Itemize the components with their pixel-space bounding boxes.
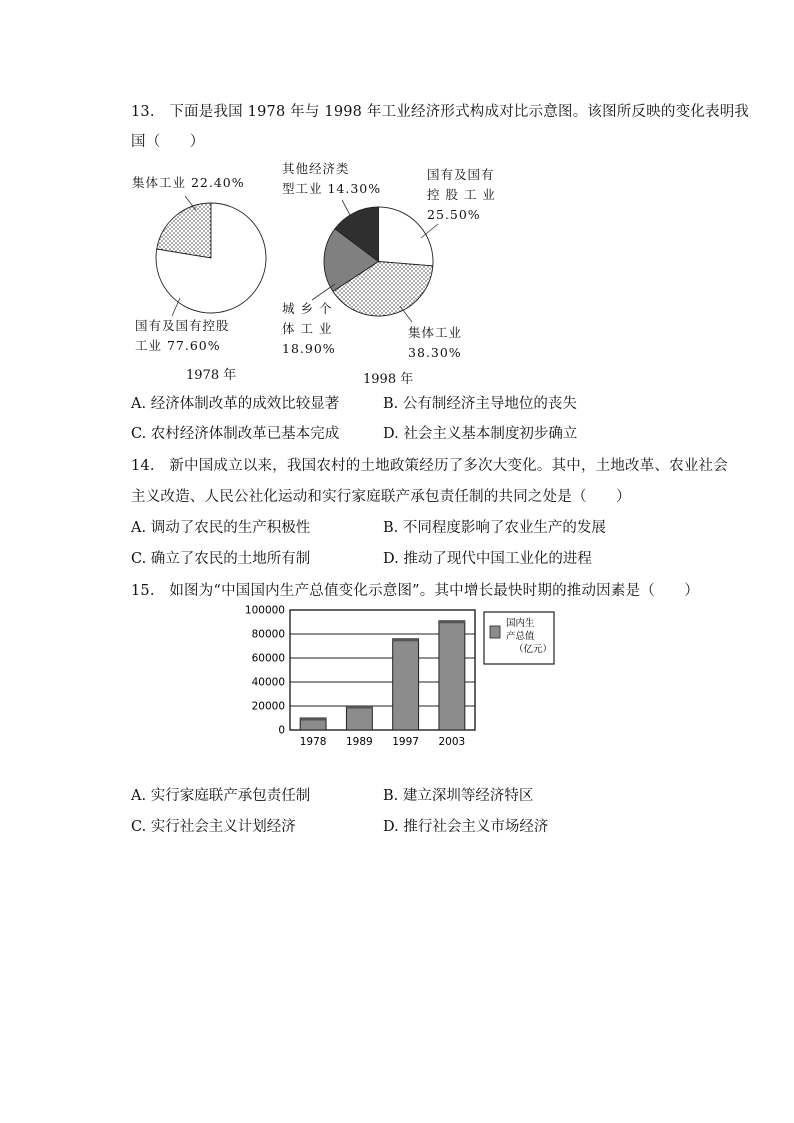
q13-option-c[interactable]: C. 农村经济体制改革已基本完成 xyxy=(131,426,340,442)
q14-option-a[interactable]: A. 调动了农民的生产积极性 xyxy=(131,520,311,536)
bar-xtick-label: 1997 xyxy=(392,736,419,748)
pie1998-label-collective-line2: 38.30% xyxy=(408,345,462,360)
q15-option-d[interactable]: D. 推行社会主义市场经济 xyxy=(383,819,549,835)
bar-top-1978 xyxy=(300,718,326,721)
bar-xtick-label: 1978 xyxy=(299,736,327,748)
q13-stem-line2: 国（ ） xyxy=(131,134,205,150)
bar-ytick-label: 60000 xyxy=(251,652,285,665)
bar-legend-text: 国内生 xyxy=(506,618,535,629)
q14-option-d[interactable]: D. 推动了现代中国工业化的进程 xyxy=(383,551,592,567)
pie1978-label-state-line1: 国有及国有控股 xyxy=(135,318,230,333)
q15-option-c[interactable]: C. 实行社会主义计划经济 xyxy=(131,819,296,835)
bar-1989 xyxy=(346,706,372,730)
gdp-bar-chart xyxy=(238,604,558,754)
bar-ytick-label: 0 xyxy=(278,724,285,737)
bar-ytick-label: 40000 xyxy=(251,676,285,689)
q14-stem-line1: 14. 新中国成立以来，我国农村的土地政策经历了多次大变化。其中，土地改革、农业社会 xyxy=(131,458,728,474)
pie1978-year: 1978 年 xyxy=(186,368,237,383)
pie1998-label-state-line1: 国有及国有 xyxy=(427,167,495,182)
bar-top-2003 xyxy=(439,621,465,624)
bar-ytick-label: 100000 xyxy=(244,604,285,617)
bar-legend-text: 产总值 xyxy=(506,631,535,642)
bar-ytick-label: 80000 xyxy=(251,628,285,641)
pie1998-label-state-line2: 控 股 工 业 xyxy=(427,187,496,202)
bar-ytick-label: 20000 xyxy=(251,700,285,713)
bar-legend-text: （亿元） xyxy=(514,644,553,655)
q14-option-c[interactable]: C. 确立了农民的土地所有制 xyxy=(131,551,311,567)
q13-option-b[interactable]: B. 公有制经济主导地位的丧失 xyxy=(383,396,577,412)
bar-1997 xyxy=(393,639,419,730)
bar-legend-swatch xyxy=(490,626,500,638)
bar-xtick-label: 1989 xyxy=(346,736,373,748)
q15-option-a[interactable]: A. 实行家庭联产承包责任制 xyxy=(131,788,311,804)
bar-xtick-label: 2003 xyxy=(438,736,466,748)
q14-option-b[interactable]: B. 不同程度影响了农业生产的发展 xyxy=(383,520,606,536)
bar-top-1989 xyxy=(346,706,372,709)
pie1978-label-collective: 集体工业 22.40% xyxy=(132,175,245,190)
pie1998-label-collective-line1: 集体工业 xyxy=(408,325,463,340)
pie1998-leader-lines xyxy=(0,0,794,400)
pie1998-year: 1998 年 xyxy=(363,372,414,387)
bar-2003 xyxy=(439,621,465,730)
pie1978-label-state-line2: 工业 77.60% xyxy=(135,338,221,353)
pie1998-label-individual-line2: 体 工 业 xyxy=(282,321,333,336)
pie1998-label-individual-line3: 18.90% xyxy=(282,341,336,356)
q14-stem-line2: 主义改造、人民公社化运动和实行家庭联产承包责任制的共同之处是（ ） xyxy=(131,489,631,505)
q13-option-d[interactable]: D. 社会主义基本制度初步确立 xyxy=(383,426,578,442)
pie1998-label-other-line1: 其他经济类 xyxy=(282,161,350,176)
pie1998-label-other-line2: 型工业 14.30% xyxy=(282,181,382,196)
pie1998-label-state-line3: 25.50% xyxy=(427,207,481,222)
q13-stem-line1: 13. 下面是我国 1978 年与 1998 年工业经济形式构成对比示意图。该图所反映的变化表明我 xyxy=(131,104,750,120)
q13-option-a[interactable]: A. 经济体制改革的成效比较显著 xyxy=(131,396,340,412)
q15-option-b[interactable]: B. 建立深圳等经济特区 xyxy=(383,788,534,804)
bar-top-1997 xyxy=(393,639,419,642)
q15-stem: 15. 如图为“中国国内生产总值变化示意图”。其中增长最快时期的推动因素是（ ） xyxy=(131,583,700,599)
pie1998-label-individual-line1: 城 乡 个 xyxy=(282,301,333,316)
